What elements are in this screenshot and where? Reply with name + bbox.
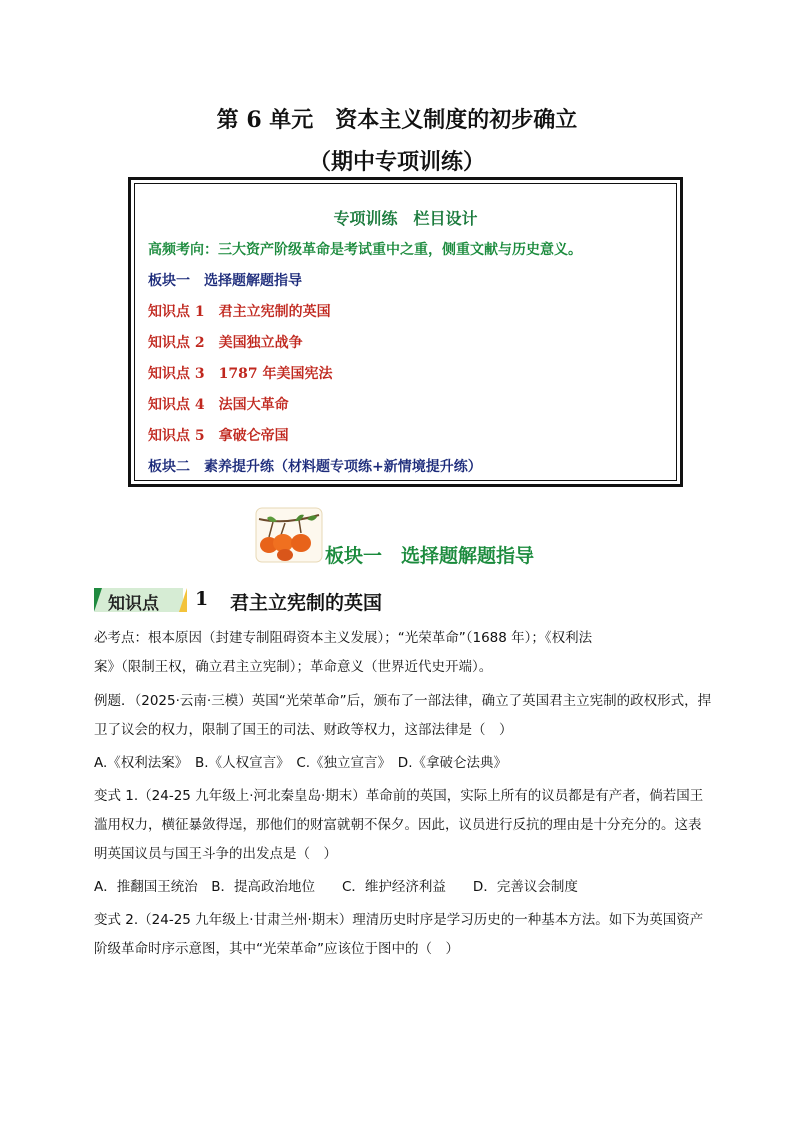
variant-1-line-2: 滥用权力，横征暴敛得逞，那他们的财富就朝不保夕。因此，议员进行反抗的理由是十分充分的。这表 (94, 817, 702, 833)
box-title: 专项训练 栏目设计 (333, 209, 478, 228)
column-design-box-inner-border (134, 183, 677, 481)
frequent-topic-line: 高频考向：三大资产阶级革命是考试重中之重，侧重文献与历史意义。 (148, 242, 582, 258)
knowledge-point-3-line: 知识点 3 1787 年美国宪法 (148, 366, 333, 382)
module-2-line: 板块二 素养提升练（材料题专项练+新情境提升练） (148, 459, 482, 475)
page-title: 第 6 单元 资本主义制度的初步确立 (216, 107, 578, 133)
variant-2-line-1: 变式 2.（24-25 九年级上·甘肃兰州·期末）理清历史时序是学习历史的一种基本方法。如下为英国资产 (94, 912, 704, 928)
section-header (255, 507, 585, 567)
knowledge-point-title: 君主立宪制的英国 (230, 592, 383, 614)
variant-2-line-2: 阶级革命时序示意图，其中“光荣革命”应该位于图中的（ ） (94, 941, 459, 957)
knowledge-point-2-line: 知识点 2 美国独立战争 (148, 335, 303, 351)
persimmon-branch-icon (255, 507, 323, 563)
knowledge-point-number: 1 (195, 588, 209, 610)
page-subtitle: （期中专项训练） (308, 149, 485, 175)
variant-1-options: A．推翻国王统治 B．提高政治地位 C．维护经济利益 D．完善议会制度 (94, 879, 578, 895)
knowledge-point-4-line: 知识点 4 法国大革命 (148, 397, 289, 413)
example-options: A.《权利法案》 B.《人权宣言》 C.《独立宣言》 D.《拿破仑法典》 (94, 755, 507, 771)
variant-1-line-1: 变式 1.（24-25 九年级上·河北秦皇岛·期末）革命前的英国，实际上所有的议员都是有产者，倘若国王 (94, 788, 704, 804)
knowledge-point-badge (95, 588, 183, 612)
variant-1-line-3: 明英国议员与国王斗争的出发点是（ ） (94, 846, 337, 862)
badge-right-accent (179, 588, 187, 612)
example-question-line-2: 卫了议会的权力，限制了国王的司法、财政等权力，这部法律是（ ） (94, 722, 513, 738)
knowledge-point-5-line: 知识点 5 拿破仑帝国 (148, 428, 289, 444)
badge-label: 知识点 (108, 594, 159, 614)
must-test-line-1: 必考点：根本原因（封建专制阻碍资本主义发展）；“光荣革命”（1688 年）；《权利法 (94, 630, 593, 646)
example-question-line-1: 例题．（2025·云南·三模）英国“光荣革命”后，颁布了一部法律，确立了英国君主立宪制的政权形式，捍 (94, 693, 712, 709)
module-1-line: 板块一 选择题解题指导 (148, 273, 302, 289)
section-title: 板块一 选择题解题指导 (325, 545, 535, 567)
knowledge-point-1-line: 知识点 1 君主立宪制的英国 (148, 304, 331, 320)
badge-left-accent (94, 588, 102, 612)
column-design-box (128, 177, 683, 487)
knowledge-point-heading (95, 586, 495, 616)
must-test-line-2: 案》（限制王权，确立君主立宪制）；革命意义（世界近代史开端）。 (94, 659, 493, 675)
